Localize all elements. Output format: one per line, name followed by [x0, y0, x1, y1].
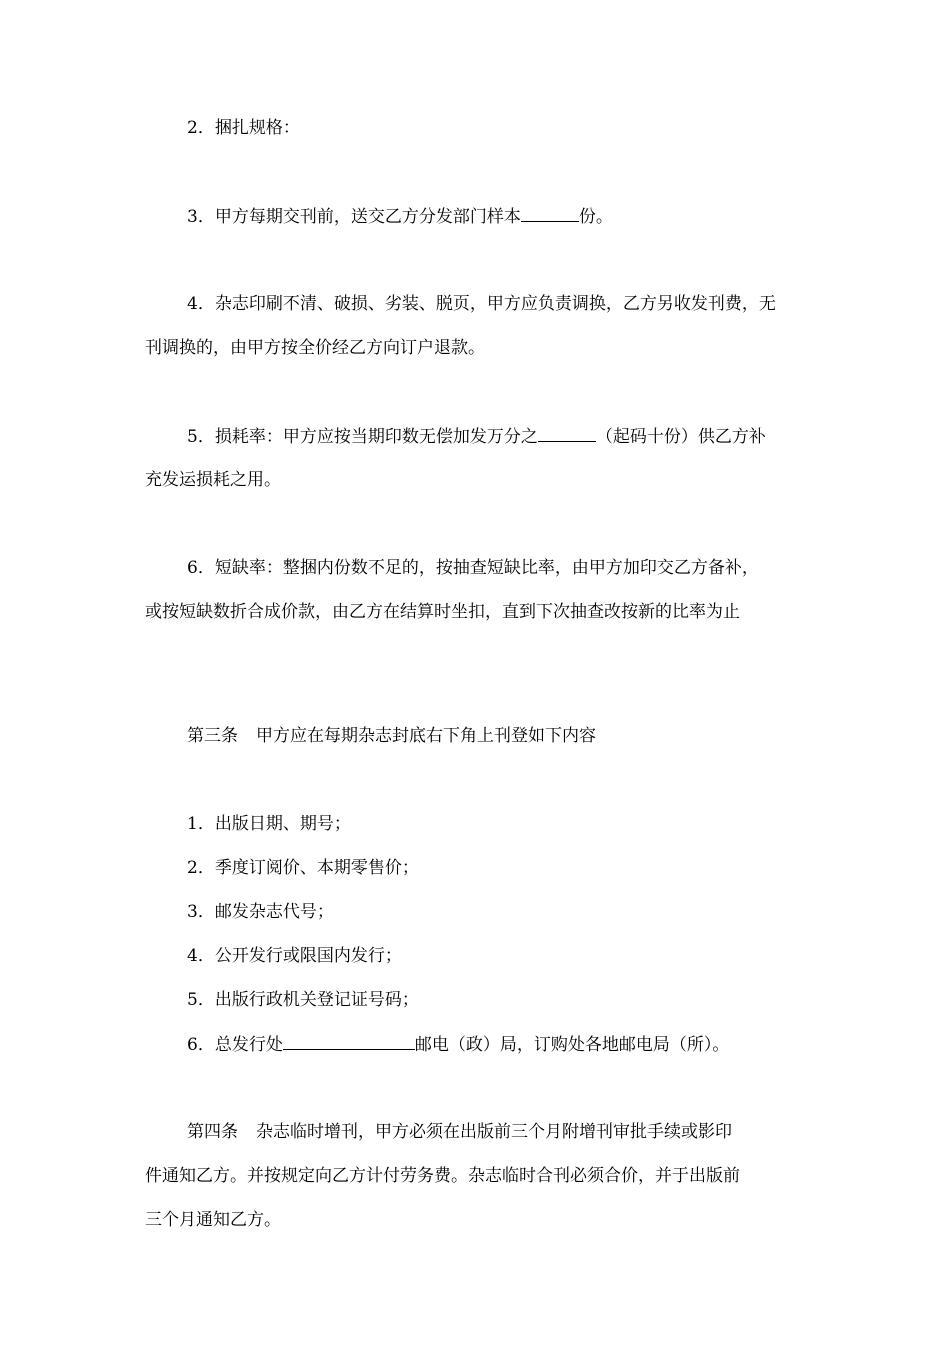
- item-5-line-1: 5．损耗率：甲方应按当期印数无偿加发万分之 （起码十份）供乙方补: [187, 424, 815, 448]
- article-4-line-2: 件通知乙方。并按规定向乙方计付劳务费。杂志临时合刊必须合价，并于出版前: [145, 1166, 740, 1186]
- item-2-packing-spec: 2．捆扎规格：: [187, 118, 300, 138]
- fill-blank: [283, 1032, 415, 1050]
- article-4-line-3: 三个月通知乙方。: [145, 1210, 281, 1230]
- article-3-item-3: 3．邮发杂志代号；: [187, 902, 334, 922]
- article-3-item-1: 1．出版日期、期号；: [187, 814, 351, 834]
- item-6-line-2: 或按短缺数折合成价款，由乙方在结算时坐扣，直到下次抽查改按新的比率为止: [145, 602, 740, 622]
- item-4-line-1: 4．杂志印刷不清、破损、劣装、脱页，甲方应负责调换，乙方另收发刊费，无: [187, 294, 776, 314]
- article-3-item-5: 5．出版行政机关登记证号码；: [187, 990, 419, 1010]
- item-6-line-1: 6．短缺率：整捆内份数不足的，按抽查短缺比率，由甲方加印交乙方备补，: [187, 558, 759, 578]
- item-4-line-2: 刊调换的，由甲方按全价经乙方向订户退款。: [145, 338, 485, 358]
- article-3-item-4: 4．公开发行或限国内发行；: [187, 946, 402, 966]
- fill-blank: [538, 424, 596, 442]
- item-5-line-2: 充发运损耗之用。: [145, 470, 281, 490]
- article-3-item-6: 6．总发行处 邮电（政）局，订购处各地邮电局（所）。: [187, 1032, 815, 1056]
- article-4-line-1: 第四条 杂志临时增刊，甲方必须在出版前三个月附增刊审批手续或影印: [187, 1122, 732, 1142]
- fill-blank: [521, 204, 579, 222]
- article-3-heading: 第三条 甲方应在每期杂志封底右下角上刊登如下内容: [187, 726, 596, 746]
- article-3-item-2: 2．季度订阅价、本期零售价；: [187, 858, 419, 878]
- item-3-sample-copies: 3．甲方每期交刊前，送交乙方分发部门样本 份。: [187, 204, 815, 228]
